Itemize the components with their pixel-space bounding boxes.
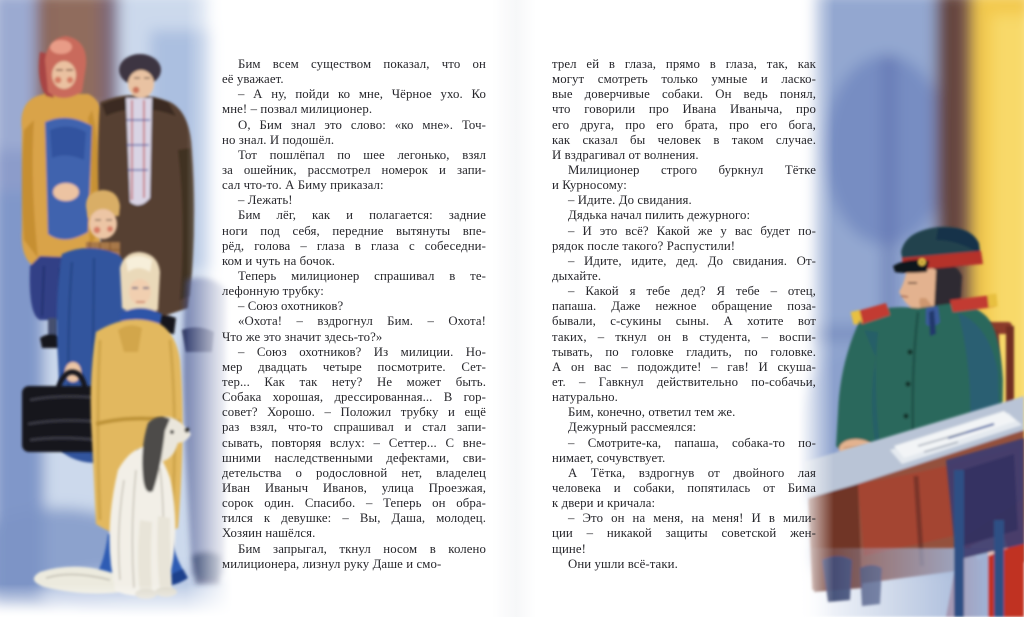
text-line: милиционера, лизнул руку Даше и смо- <box>222 556 442 571</box>
left-illustration <box>0 0 232 617</box>
text-line: Хозяин нашёлся. <box>222 526 316 541</box>
text-line: её уважает. <box>222 72 284 87</box>
text-line: ции – никакой защиты советской жен- <box>552 526 816 541</box>
text-line: – Лежать! <box>238 193 293 208</box>
text-line: трел ей в глаза, прямо в глаза, так, как <box>552 57 816 71</box>
text-line: – Смотрите-ка, папаша, собака-то по- <box>568 435 816 450</box>
text-line: но знал. И подошёл. <box>222 132 335 147</box>
text-line: и Курносому: <box>552 178 627 193</box>
text-line: натурально. <box>552 390 618 405</box>
text-line: – Союз охотников? Из милиции. Но- <box>238 344 486 359</box>
text-line: – А ну, пойди ко мне, Чёрное ухо. Ко <box>238 87 486 102</box>
text-line: Они ушли всё-таки. <box>568 556 678 571</box>
text-line: А Тётка, вздрогнув от двойного лая <box>568 465 816 480</box>
text-line: – Это он на меня, на меня! И в мили- <box>568 511 816 526</box>
text-line: «Охота! – вздрогнул Бим. – Охота! <box>238 314 486 329</box>
text-line: тывать, по головке гладить, по головке. <box>552 344 816 359</box>
text-line: И вздрагивал от волнения. <box>552 147 699 162</box>
text-line: к двери и кричала: <box>552 496 656 511</box>
text-line: за ошейник, рассмотрел номерок и запи- <box>222 162 486 177</box>
text-line: как сказал бы человек в таком случае. <box>552 132 816 147</box>
text-line: бывали, с-сукины сыны. А хотите вот <box>552 314 816 329</box>
text-line: щине! <box>552 541 586 556</box>
text-line: Милиционер строго буркнул Тётке <box>568 162 816 177</box>
text-line: – И это всё? Какой же у вас будет по- <box>568 223 816 238</box>
text-line: Бим лёг, как и полагается: задние <box>238 208 486 223</box>
text-line: раз взял, что-то спрашивал и стал запи- <box>222 420 486 435</box>
text-line: ет. – Гавкнул действительно по-собачьи, <box>552 374 816 389</box>
text-line: сорок один. Спасибо. – Теперь он обра- <box>222 496 486 511</box>
bottom-edge-fade <box>0 584 232 617</box>
text-line: Дежурный рассмеялся: <box>568 420 697 435</box>
right-text-column <box>552 57 816 572</box>
text-line: О, Бим знал это слово: «ко мне». Точ- <box>238 117 486 132</box>
text-line: папаша. Даже нежное обращение поза- <box>552 299 816 314</box>
text-line: таких, – ткнул он в студента, – воспи- <box>552 329 816 344</box>
text-line: рядок после такого? Распустили! <box>552 238 736 253</box>
text-line: сал что-то. А Биму приказал: <box>222 178 384 193</box>
text-line: лефонную трубку: <box>222 284 324 299</box>
text-line: – Идите, идите, дед. До свидания. От- <box>568 253 816 268</box>
text-line: что говорили про Ивана Иваныча, про <box>552 102 816 117</box>
text-line: А он вас – подождите! – гав! И скуша- <box>552 359 816 374</box>
text-line: рёд, голова – глаза в глаза с собеседни- <box>222 238 486 253</box>
text-line: тился к девушке: – Вы, Даша, молодец. <box>222 511 486 526</box>
text-line: Бим всем существом показал, что он <box>238 57 486 71</box>
page-gutter-shadow <box>492 0 536 617</box>
text-line: шними наследственными дефектами, сви- <box>222 450 486 465</box>
left-text-column <box>222 57 486 572</box>
text-line: ноги под себя, передние вытянуты впе- <box>222 223 486 238</box>
text-line: мер двадцать четыре посмотрите. Сет- <box>222 359 486 374</box>
right-illustration <box>798 0 1024 617</box>
text-line: совет? Хорошо. – Положил трубку и ещё <box>222 405 486 420</box>
text-line: дыхайте. <box>552 268 602 283</box>
text-line: детельства о родословной нет, владелец <box>222 465 486 480</box>
text-line: – Союз охотников? <box>238 299 344 314</box>
text-line: Что же это значит здесь-то?» <box>222 329 383 344</box>
text-line: сывать, повторяя вслух: – Сеттер... С вне- <box>222 435 486 450</box>
text-line: вые доверчивые собаки. Он ведь понял, <box>552 87 816 102</box>
text-line: ком и чуть на бочок. <box>222 253 336 268</box>
text-line: – Идите. До свидания. <box>568 193 692 208</box>
text-line: Бим запрыгал, ткнул носом в колено <box>238 541 486 556</box>
watercolor-queue-people-with-dog <box>0 0 232 617</box>
text-line: его друга, про его брата, про его бога, <box>552 117 816 132</box>
text-line: Собака хорошая, дрессированная... В гор- <box>222 390 486 405</box>
text-line: Тот пошлёпал по шее легонько, взял <box>238 147 486 162</box>
text-line: Дядька начал пилить дежурного: <box>568 208 751 223</box>
text-line: мне! – позвал милиционер. <box>222 102 373 117</box>
text-line: могут смотреть только умные и ласко- <box>552 72 816 87</box>
text-line: Бим, конечно, ответил тем же. <box>568 405 736 420</box>
text-line: – Какой я тебе дед? Я тебе – отец, <box>568 284 816 299</box>
watercolor-policeman-at-desk <box>798 0 1024 617</box>
text-line: Теперь милиционер спрашивал в те- <box>238 268 486 283</box>
text-line: тер... Как так нету? Не может быть. <box>222 374 486 389</box>
text-line: нимает, сочувствует. <box>552 450 666 465</box>
text-line: Иван Иваныч Иванов, улица Проезжая, <box>222 480 486 495</box>
text-line: человека и собаки, попятилась от Бима <box>552 480 816 495</box>
